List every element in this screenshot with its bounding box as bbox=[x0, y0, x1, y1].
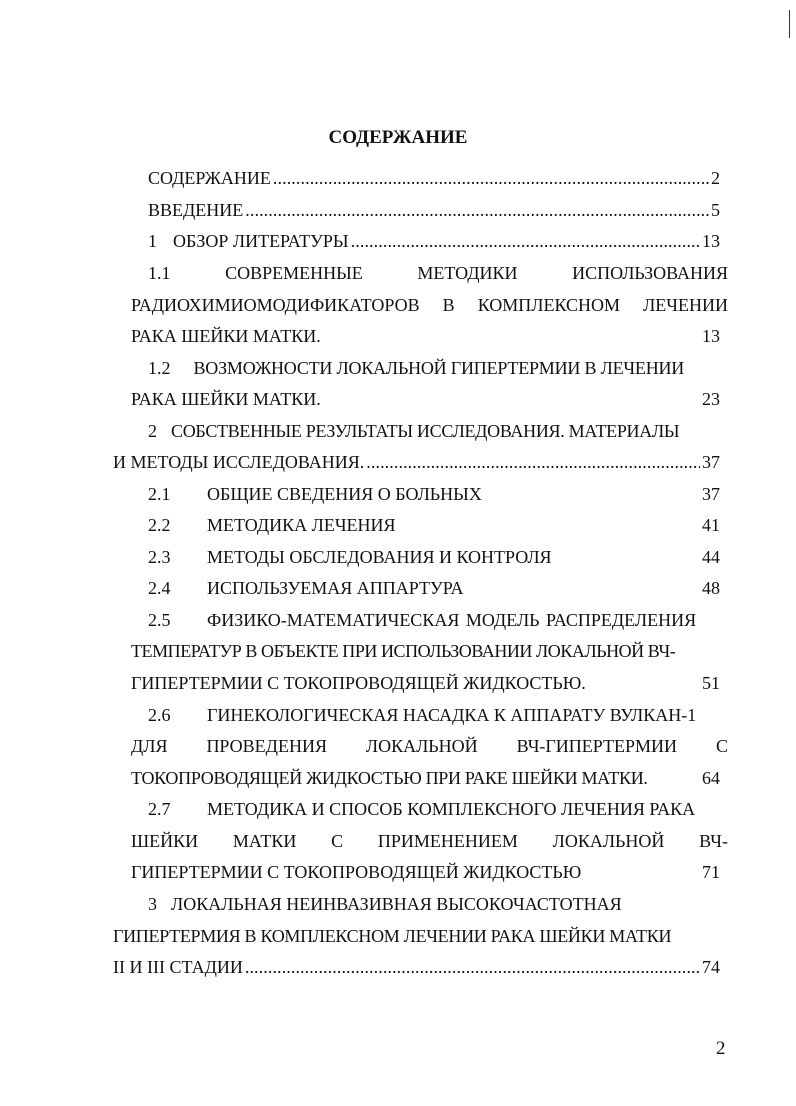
toc-entry-contents[interactable] bbox=[148, 167, 720, 189]
toc-word: ПРИМЕНЕНИЕМ bbox=[377, 831, 518, 851]
toc-entry-ch2-line2 bbox=[113, 451, 720, 473]
toc-word: С bbox=[715, 736, 728, 756]
toc-title: СОДЕРЖАНИЕ bbox=[148, 168, 271, 188]
toc-word: РАДИОХИМИОМОДИФИКАТОРОВ bbox=[131, 295, 420, 315]
toc-entry-2-6-line1[interactable] bbox=[148, 704, 728, 726]
page-number: 2 bbox=[716, 1038, 726, 1059]
toc-title: ГИНЕКОЛОГИЧЕСКАЯ НАСАДКА К АППАРАТУ ВУЛКАН-1 bbox=[207, 705, 697, 725]
toc-page: 5 bbox=[711, 200, 720, 220]
toc-title: ВОЗМОЖНОСТИ ЛОКАЛЬНОЙ ГИПЕРТЕРМИИ В ЛЕЧЕНИИ bbox=[193, 358, 685, 378]
toc-word: С bbox=[331, 831, 344, 851]
toc-word: ШЕЙКИ bbox=[131, 831, 199, 851]
toc-title: ГИПЕРТЕРМИИ С ТОКОПРОВОДЯЩЕЙ ЖИДКОСТЬЮ bbox=[131, 862, 582, 882]
toc-entry-ch1[interactable] bbox=[148, 230, 720, 252]
toc-num: 2 bbox=[148, 421, 157, 441]
toc-page: 37 bbox=[702, 484, 720, 504]
toc-entry-2-6-line2 bbox=[131, 735, 728, 757]
toc-page: 51 bbox=[702, 673, 720, 693]
toc-title: ИСПОЛЬЗУЕМАЯ АППАРТУРА bbox=[207, 578, 464, 598]
toc-entry-2-4[interactable] bbox=[148, 577, 720, 599]
toc-title: ГИПЕРТЕРМИЯ В КОМПЛЕКСНОМ ЛЕЧЕНИИ РАКА ШЕЙКИ МАТКИ bbox=[113, 926, 672, 946]
toc-title: ФИЗИКО-МАТЕМАТИЧЕСКАЯ МОДЕЛЬ РАСПРЕДЕЛЕНИЯ bbox=[207, 610, 697, 630]
toc-page: 13 bbox=[702, 231, 720, 251]
toc-entry-ch3-line3 bbox=[113, 956, 720, 978]
toc-entry-1-2-line2 bbox=[131, 388, 720, 410]
toc-title: РАКА ШЕЙКИ МАТКИ. bbox=[131, 389, 321, 409]
toc-page: 71 bbox=[702, 862, 720, 882]
toc-page: 48 bbox=[702, 578, 720, 598]
toc-num: 1.1 bbox=[148, 263, 171, 283]
toc-word: ПРОВЕДЕНИЯ bbox=[206, 736, 327, 756]
toc-entry-1-1-line1[interactable] bbox=[148, 262, 728, 284]
toc-entry-ch3-line2 bbox=[113, 925, 720, 947]
toc-entry-1-2-line1[interactable] bbox=[148, 357, 728, 379]
toc-num: 1 bbox=[148, 231, 157, 251]
toc-word: СОВРЕМЕННЫЕ bbox=[225, 263, 363, 283]
toc-entry-1-1-line3 bbox=[131, 325, 720, 347]
toc-num: 2.3 bbox=[148, 547, 171, 567]
toc-entry-2-7-line1[interactable] bbox=[148, 798, 728, 820]
toc-page: 2 bbox=[711, 168, 720, 188]
toc-title: ЛОКАЛЬНАЯ НЕИНВАЗИВНАЯ ВЫСОКОЧАСТОТНАЯ bbox=[171, 894, 622, 914]
toc-entry-2-2[interactable] bbox=[148, 514, 720, 536]
dot-leader bbox=[351, 230, 700, 252]
toc-page: 13 bbox=[702, 326, 720, 346]
toc-entry-2-7-line2 bbox=[131, 830, 728, 852]
toc-word: ИСПОЛЬЗОВАНИЯ bbox=[572, 263, 728, 283]
dot-leader bbox=[245, 199, 709, 221]
toc-page: 41 bbox=[702, 515, 720, 535]
toc-title: ВВЕДЕНИЕ bbox=[148, 200, 244, 220]
toc-word: МЕТОДИКИ bbox=[417, 263, 518, 283]
toc-title: ТОКОПРОВОДЯЩЕЙ ЖИДКОСТЬЮ ПРИ РАКЕ ШЕЙКИ МАТКИ. bbox=[131, 768, 648, 788]
toc-word: ВЧ-ГИПЕРТЕРМИИ bbox=[516, 736, 678, 756]
toc-num: 3 bbox=[148, 894, 157, 914]
toc-entry-intro[interactable] bbox=[148, 199, 720, 221]
toc-entry-2-5-line2 bbox=[131, 640, 728, 662]
toc-word: ЛОКАЛЬНОЙ bbox=[365, 736, 478, 756]
toc-num: 2.1 bbox=[148, 484, 171, 504]
toc-num: 2.5 bbox=[148, 610, 171, 630]
toc-title: ТЕМПЕРАТУР В ОБЪЕКТЕ ПРИ ИСПОЛЬЗОВАНИИ ЛОКАЛЬНОЙ ВЧ- bbox=[131, 641, 676, 661]
dot-leader bbox=[245, 956, 700, 978]
toc-entry-2-5-line3 bbox=[131, 672, 720, 694]
toc-num: 2.6 bbox=[148, 705, 171, 725]
toc-page: 37 bbox=[702, 452, 720, 472]
toc-entry-2-3[interactable] bbox=[148, 546, 720, 568]
toc-num: 2.2 bbox=[148, 515, 171, 535]
toc-word: В bbox=[442, 295, 455, 315]
toc-title: ОБЗОР ЛИТЕРАТУРЫ bbox=[173, 231, 349, 251]
toc-page: 74 bbox=[702, 957, 720, 977]
toc-title: МЕТОДЫ ОБСЛЕДОВАНИЯ И КОНТРОЛЯ bbox=[207, 547, 552, 567]
toc-num: 2.4 bbox=[148, 578, 171, 598]
page-title: СОДЕРЖАНИЕ bbox=[328, 127, 468, 148]
toc-entry-ch2-line1[interactable] bbox=[148, 420, 728, 442]
toc-title: ОБЩИЕ СВЕДЕНИЯ О БОЛЬНЫХ bbox=[207, 484, 482, 504]
toc-page: 23 bbox=[702, 389, 720, 409]
toc-word: ЛОКАЛЬНОЙ bbox=[552, 831, 665, 851]
dot-leader bbox=[273, 167, 709, 189]
toc-entry-2-5-line1[interactable] bbox=[148, 609, 728, 631]
toc-title: И МЕТОДЫ ИССЛЕДОВАНИЯ. bbox=[113, 452, 365, 472]
scan-mark bbox=[789, 10, 790, 38]
toc-title: МЕТОДИКА И СПОСОБ КОМПЛЕКСНОГО ЛЕЧЕНИЯ РАКА bbox=[207, 799, 696, 819]
toc-entry-2-6-line3 bbox=[131, 767, 720, 789]
toc-entry-ch3-line1[interactable] bbox=[148, 893, 728, 915]
toc-word: ДЛЯ bbox=[131, 736, 168, 756]
toc-word: МАТКИ bbox=[232, 831, 297, 851]
dot-leader bbox=[366, 451, 700, 473]
toc-word: ЛЕЧЕНИИ bbox=[643, 295, 728, 315]
toc-title: ГИПЕРТЕРМИИ С ТОКОПРОВОДЯЩЕЙ ЖИДКОСТЬЮ. bbox=[131, 673, 586, 693]
toc-entry-2-1[interactable] bbox=[148, 483, 720, 505]
toc-entry-1-1-line2 bbox=[131, 294, 728, 316]
toc-num: 1.2 bbox=[148, 358, 171, 378]
toc-page: 64 bbox=[702, 768, 720, 788]
toc-word: ВЧ- bbox=[699, 831, 728, 851]
toc-word: КОМПЛЕКСНОМ bbox=[477, 295, 621, 315]
toc-title: РАКА ШЕЙКИ МАТКИ. bbox=[131, 326, 321, 346]
toc-entry-2-7-line3 bbox=[131, 861, 720, 883]
toc-page: 44 bbox=[702, 547, 720, 567]
toc-title: СОБСТВЕННЫЕ РЕЗУЛЬТАТЫ ИССЛЕДОВАНИЯ. МАТЕРИАЛЫ bbox=[171, 421, 680, 441]
toc-title: МЕТОДИКА ЛЕЧЕНИЯ bbox=[207, 515, 396, 535]
toc-title: II И III СТАДИИ bbox=[113, 957, 243, 977]
toc-num: 2.7 bbox=[148, 799, 171, 819]
